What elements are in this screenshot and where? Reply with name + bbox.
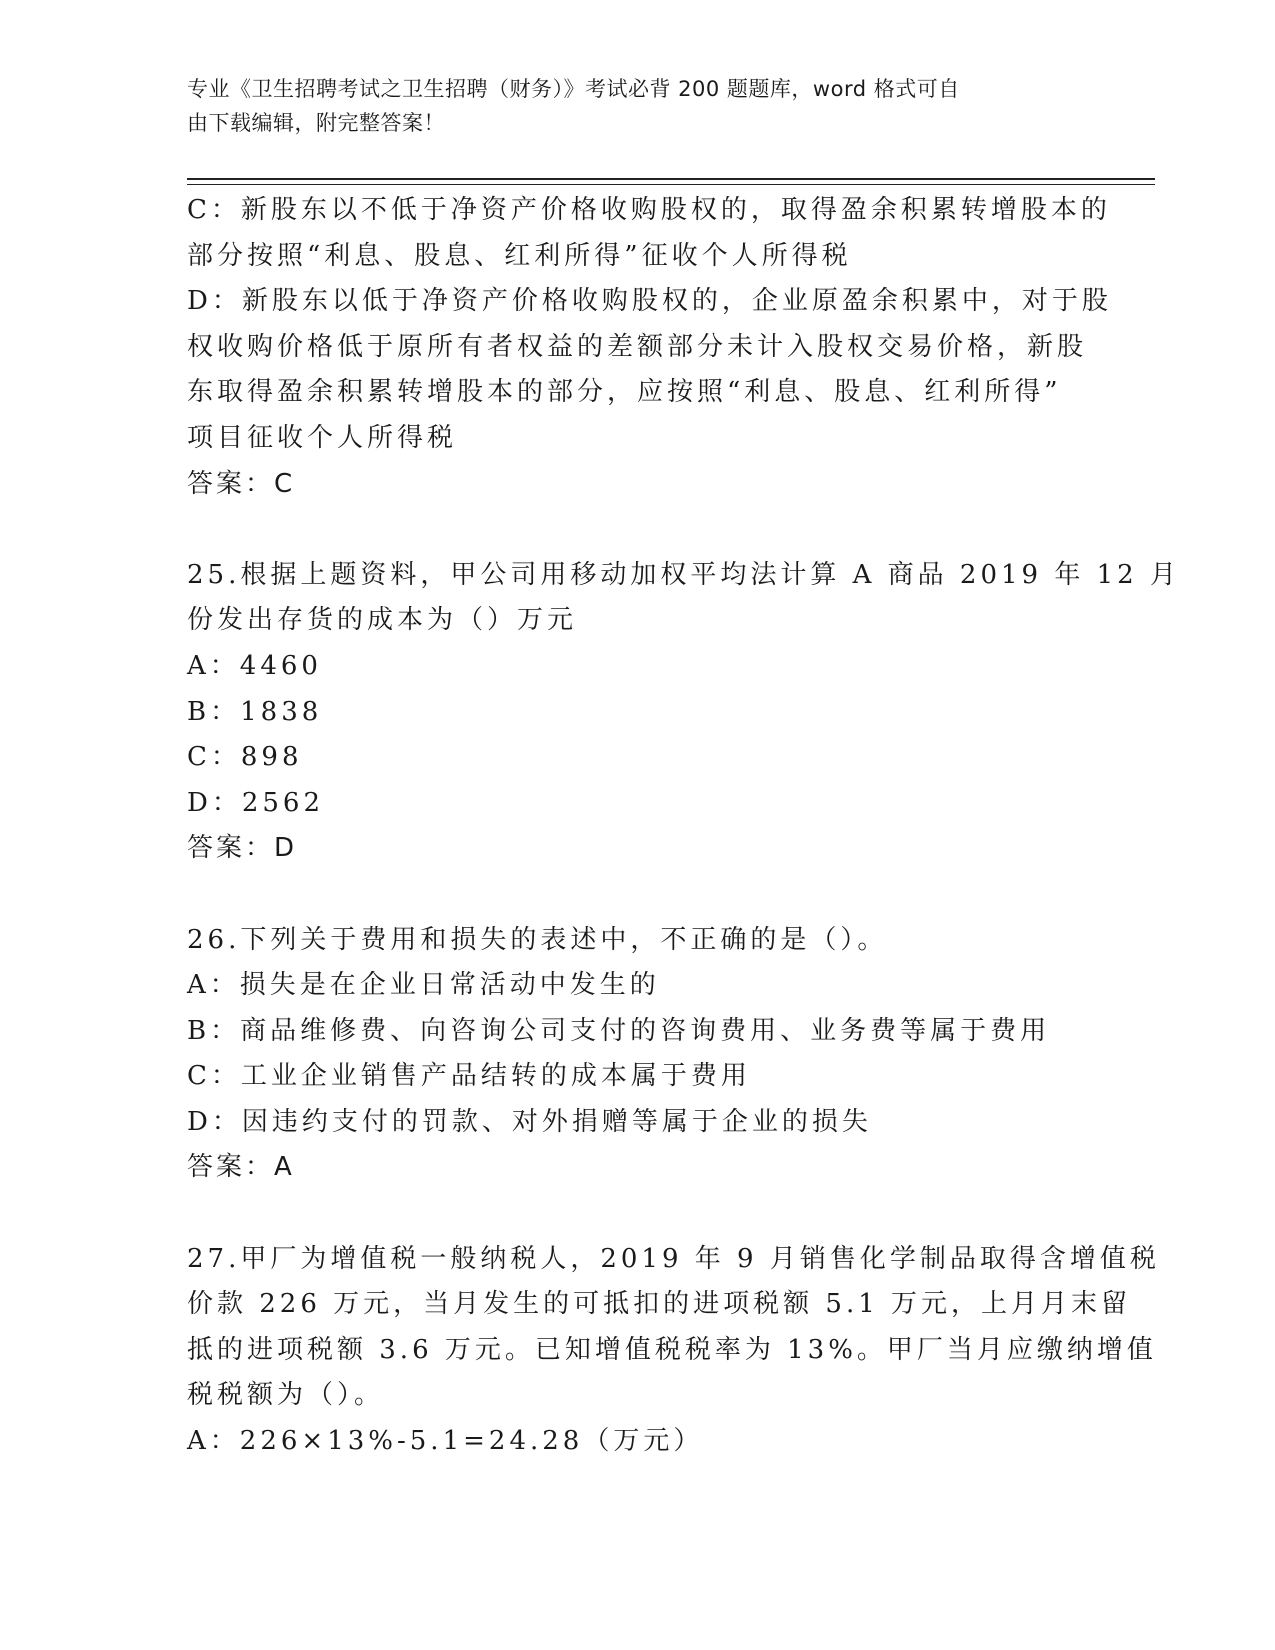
option-d-continued-3: 项目征收个人所得税 <box>187 422 458 453</box>
option-d: D：2562 <box>187 787 325 818</box>
option-a: A：226×13%-5.1=24.28（万元） <box>187 1426 704 1457</box>
question-25 <box>187 553 1180 872</box>
answer: 答案：D <box>187 833 298 864</box>
question-stem-continued-3: 税税额为（）。 <box>187 1380 385 1411</box>
question-content <box>187 188 1180 1465</box>
question-26 <box>187 918 1082 1192</box>
answer: 答案：C <box>187 468 296 499</box>
header-line-1: 专业《卫生招聘考试之卫生招聘（财务）》考试必背 200 题题库，word 格式可自 <box>187 77 960 101</box>
question-stem: 25.根据上题资料，甲公司用移动加权平均法计算 A 商品 2019 年 12 月 <box>187 559 1180 590</box>
question-24 <box>187 188 1112 507</box>
header-divider-thin <box>187 184 1155 185</box>
option-c: C：新股东以不低于净资产价格收购股权的，取得盈余积累转增股本的 <box>187 195 1111 225</box>
option-c: C：工业企业销售产品结转的成本属于费用 <box>187 1061 751 1092</box>
spacer <box>187 1191 1082 1237</box>
spacer <box>187 507 1082 553</box>
option-d-continued-1: 权收购价格低于原所有者权益的差额部分未计入股权交易价格，新股 <box>187 331 1088 362</box>
question-27 <box>187 1237 1160 1465</box>
page-header <box>187 72 1067 140</box>
option-d: D：新股东以低于净资产价格收购股权的，企业原盈余积累中，对于股 <box>187 286 1112 317</box>
option-a: A：损失是在企业日常活动中发生的 <box>187 970 660 1001</box>
answer: 答案：A <box>187 1152 295 1183</box>
option-d-continued-2: 东取得盈余积累转增股本的部分，应按照“利息、股息、红利所得” <box>187 377 1062 408</box>
option-b: B：商品维修费、向咨询公司支付的咨询费用、业务费等属于费用 <box>187 1015 1051 1046</box>
question-stem-continued: 份发出存货的成本为（）万元 <box>187 605 578 636</box>
question-stem: 27.甲厂为增值税一般纳税人，2019 年 9 月销售化学制品取得含增值税 <box>187 1243 1160 1274</box>
question-stem-continued-2: 抵的进项税额 3.6 万元。已知增值税税率为 13%。甲厂当月应缴纳增值 <box>187 1334 1157 1365</box>
question-stem: 26.下列关于费用和损失的表述中，不正确的是（）。 <box>187 924 888 955</box>
header-divider-thick <box>187 178 1155 180</box>
option-c-continued: 部分按照“利息、股息、红利所得”征收个人所得税 <box>187 240 852 271</box>
option-a: A：4460 <box>187 650 322 681</box>
option-b: B：1838 <box>187 696 323 727</box>
spacer <box>187 872 1082 918</box>
question-stem-continued-1: 价款 226 万元，当月发生的可抵扣的进项税额 5.1 万元，上月月末留 <box>187 1289 1132 1320</box>
header-line-2: 由下载编辑，附完整答案！ <box>187 111 445 135</box>
option-c: C：898 <box>187 742 303 773</box>
option-d: D：因违约支付的罚款、对外捐赠等属于企业的损失 <box>187 1106 872 1137</box>
